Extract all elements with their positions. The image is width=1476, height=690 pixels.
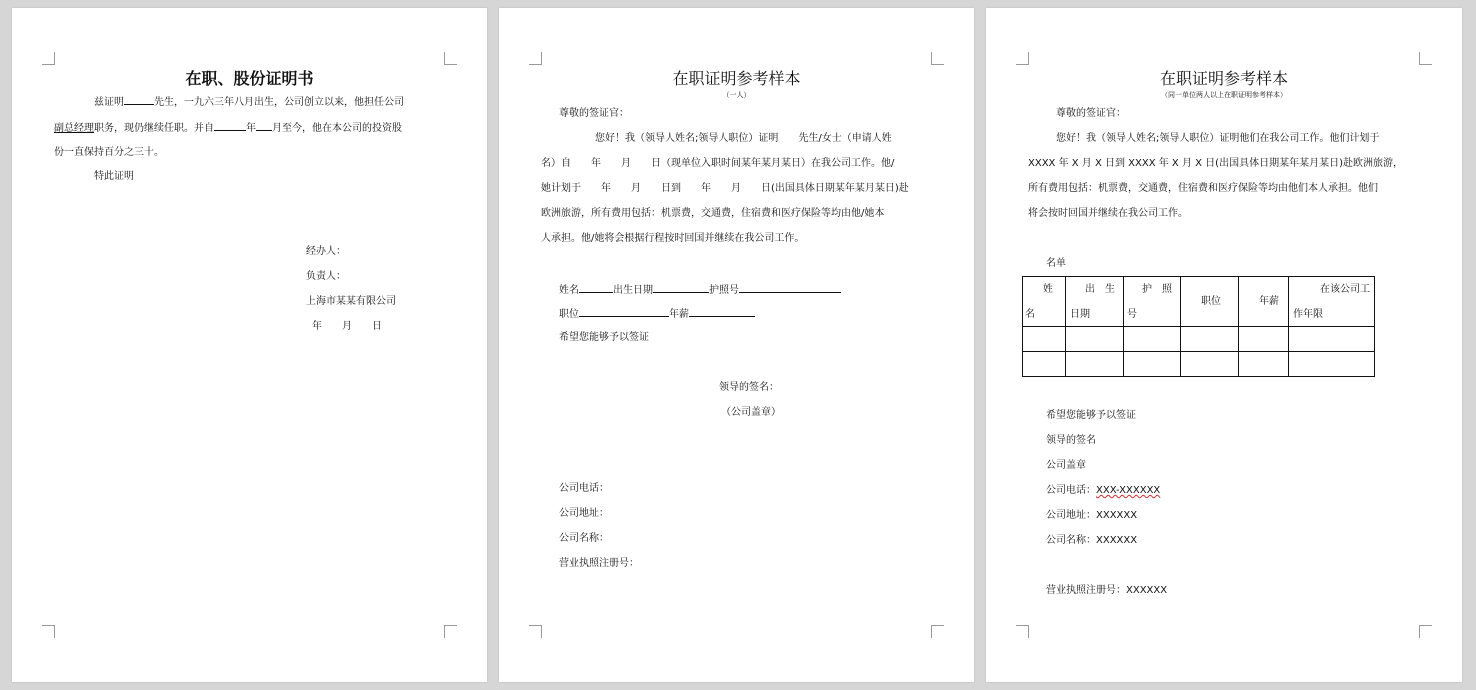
body-line-1 xyxy=(94,94,404,110)
header-cell-name: 姓 名 xyxy=(1023,277,1066,327)
position-label: 职位 xyxy=(559,309,579,320)
date-line: 年 月 日 xyxy=(312,321,382,332)
paragraph-line-2: XXXX 年 X 月 X 日到 XXXX 年 X 月 X 日(出国具体日期某年某月某日)赴欧洲旅游， xyxy=(1028,158,1403,169)
company-name-label: 公司名称： xyxy=(559,533,609,544)
paragraph-line-3: 她计划于 年 月 日到 年 月 日(出国具体日期某年某月某日)赴 xyxy=(541,183,909,194)
page-title: 在职、股份证明书 xyxy=(185,69,314,88)
company-name: 上海市某某有限公司 xyxy=(306,296,396,307)
name-label: 姓名 xyxy=(559,285,579,296)
responsible-label: 负责人： xyxy=(306,271,346,282)
body-text: 月至今，他在本公司的投资股 xyxy=(272,123,402,134)
company-address-label: 公司地址： xyxy=(1046,510,1096,521)
blank-line xyxy=(579,306,669,317)
blank-line xyxy=(653,282,709,293)
name-list-label: 名单 xyxy=(1046,258,1066,269)
header-cell-position: 职位 xyxy=(1181,277,1239,327)
table-row xyxy=(1023,327,1375,352)
margin-mark-top-right xyxy=(1419,52,1432,65)
header-cell-dob: 出 生 日期 xyxy=(1066,277,1124,327)
paragraph-line-4: 将会按时回国并继续在我公司工作。 xyxy=(1028,208,1188,219)
header-cell-tenure: 在该公司工 作年限 xyxy=(1289,277,1375,327)
salary-label: 年薪 xyxy=(669,309,689,320)
salutation: 尊敬的签证官： xyxy=(559,108,629,119)
visa-request: 希望您能够予以签证 xyxy=(1046,410,1136,421)
visa-request: 希望您能够予以签证 xyxy=(559,332,649,343)
company-phone-label: 公司电话： xyxy=(1046,485,1096,496)
table-cell xyxy=(1023,352,1066,377)
margin-mark-top-right xyxy=(444,52,457,65)
blank-line xyxy=(124,94,154,105)
table-cell xyxy=(1066,352,1124,377)
table-cell xyxy=(1124,352,1181,377)
company-name-value: XXXXXX xyxy=(1096,535,1138,546)
company-address-line xyxy=(1046,509,1137,523)
applicant-info-line-2 xyxy=(559,306,755,322)
applicant-info-line-1 xyxy=(559,282,841,298)
body-text: 兹证明 xyxy=(94,97,124,108)
company-seal-label: 公司盖章 xyxy=(1046,460,1086,471)
name-list-table xyxy=(1022,276,1375,377)
blank-line xyxy=(256,120,272,131)
header-cell-passport: 护 照 号 xyxy=(1124,277,1181,327)
table-row xyxy=(1023,352,1375,377)
body-text-underlined: 副总经理 xyxy=(54,123,94,134)
table-cell xyxy=(1181,352,1239,377)
margin-mark-bottom-right xyxy=(931,625,944,638)
table-cell xyxy=(1181,327,1239,352)
document-page-1 xyxy=(12,8,487,682)
company-phone-line xyxy=(1046,484,1160,498)
business-license-line xyxy=(1046,584,1167,598)
table-cell xyxy=(1239,327,1289,352)
closing-note: 特此证明 xyxy=(94,171,134,182)
blank-line xyxy=(579,282,613,293)
paragraph-line-1: 您好！我（领导人姓名;领导人职位）证明他们在我公司工作。他们计划于 xyxy=(1056,133,1380,144)
company-name-line xyxy=(1046,534,1137,548)
table-cell xyxy=(1124,327,1181,352)
blank-line xyxy=(689,306,755,317)
company-address-value: XXXXXX xyxy=(1096,510,1138,521)
page-subtitle: （同一单位两人以上在职证明参考样本） xyxy=(1161,91,1287,99)
document-page-2 xyxy=(499,8,974,682)
margin-mark-bottom-left xyxy=(42,625,55,638)
table-cell xyxy=(1066,327,1124,352)
margin-mark-bottom-left xyxy=(1016,625,1029,638)
business-license-label: 营业执照注册号： xyxy=(559,558,639,569)
body-text: 先生，一九六三年八月出生，公司创立以来，他担任公司 xyxy=(154,97,404,108)
margin-mark-top-left xyxy=(42,52,55,65)
margin-mark-bottom-left xyxy=(529,625,542,638)
paragraph-line-4: 欧洲旅游，所有费用包括：机票费，交通费，住宿费和医疗保险等均由他/她本 xyxy=(541,208,885,219)
salutation: 尊敬的签证官： xyxy=(1056,108,1126,119)
handler-label: 经办人： xyxy=(306,246,346,257)
header-cell-salary: 年薪 xyxy=(1239,277,1289,327)
paragraph-line-3: 所有费用包括：机票费，交通费，住宿费和医疗保险等均由他们本人承担。他们 xyxy=(1028,183,1378,194)
company-name-label: 公司名称： xyxy=(1046,535,1096,546)
margin-mark-top-left xyxy=(1016,52,1029,65)
table-cell xyxy=(1289,352,1375,377)
document-page-3 xyxy=(986,8,1462,682)
table-header-row xyxy=(1023,277,1375,327)
company-phone-value: XXX-XXXXXX xyxy=(1096,485,1161,496)
business-license-value: XXXXXX xyxy=(1126,585,1168,596)
margin-mark-bottom-right xyxy=(1419,625,1432,638)
body-line-2 xyxy=(54,120,402,136)
margin-mark-bottom-right xyxy=(444,625,457,638)
business-license-label: 营业执照注册号： xyxy=(1046,585,1126,596)
dob-label: 出生日期 xyxy=(613,285,653,296)
table-cell xyxy=(1289,327,1375,352)
company-seal-label: （公司盖章） xyxy=(721,407,781,418)
company-address-label: 公司地址： xyxy=(559,508,609,519)
body-line-3: 份一直保持百分之三十。 xyxy=(54,147,164,158)
paragraph-line-2: 名）自 年 月 日（现单位入职时间某年某月某日）在我公司工作。他/ xyxy=(541,158,895,169)
body-text: 职务，现仍继续任职。并自 xyxy=(94,123,214,134)
body-text: 年 xyxy=(246,123,256,134)
paragraph-line-5: 人承担。他/她将会根据行程按时回国并继续在我公司工作。 xyxy=(541,233,805,244)
blank-line xyxy=(214,120,246,131)
company-phone-label: 公司电话： xyxy=(559,483,609,494)
blank-line xyxy=(739,282,841,293)
leader-signature-label: 领导的签名 xyxy=(1046,435,1096,446)
margin-mark-top-right xyxy=(931,52,944,65)
passport-label: 护照号 xyxy=(709,285,739,296)
page-subtitle: （一人） xyxy=(722,91,751,99)
margin-mark-top-left xyxy=(529,52,542,65)
paragraph-line-1: 您好！我（领导人姓名;领导人职位）证明 先生/女士（申请人姓 xyxy=(595,133,892,144)
table-cell xyxy=(1023,327,1066,352)
table-cell xyxy=(1239,352,1289,377)
leader-signature-label: 领导的签名： xyxy=(719,382,779,393)
page-title: 在职证明参考样本 xyxy=(1159,69,1288,88)
page-title: 在职证明参考样本 xyxy=(672,69,801,88)
